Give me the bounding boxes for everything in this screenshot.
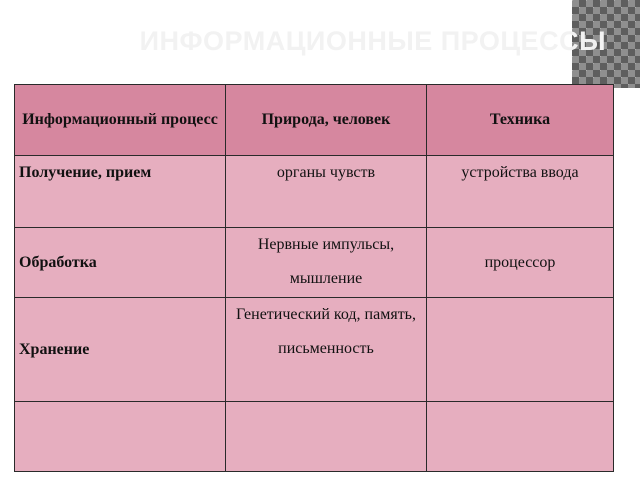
info-processes-table: [14, 84, 614, 472]
cell-process: Обработка: [15, 228, 226, 298]
cell-process: [15, 402, 226, 472]
table-header-row: [15, 85, 614, 156]
table-row: [15, 228, 614, 298]
table-row: [15, 298, 614, 402]
header-cell-technology: Техника: [427, 85, 614, 156]
cell-nature: Нервные импульсы, мышление: [226, 228, 427, 298]
header-cell-process: Информационный процесс: [15, 85, 226, 156]
cell-nature: Генетический код, память, письменность: [226, 298, 427, 402]
table-row: [15, 156, 614, 228]
header-cell-nature: Природа, человек: [226, 85, 427, 156]
cell-nature: [226, 402, 427, 472]
cell-process: Получение, прием: [15, 156, 226, 228]
cell-technology: устройства ввода: [427, 156, 614, 228]
cell-process: Хранение: [15, 298, 226, 402]
cell-technology: [427, 298, 614, 402]
cell-nature: органы чувств: [226, 156, 427, 228]
cell-technology: [427, 402, 614, 472]
table-row: [15, 402, 614, 472]
cell-technology: процессор: [427, 228, 614, 298]
slide-title: ИНФОРМАЦИОННЫЕ ПРОЦЕССЫ: [139, 26, 606, 56]
